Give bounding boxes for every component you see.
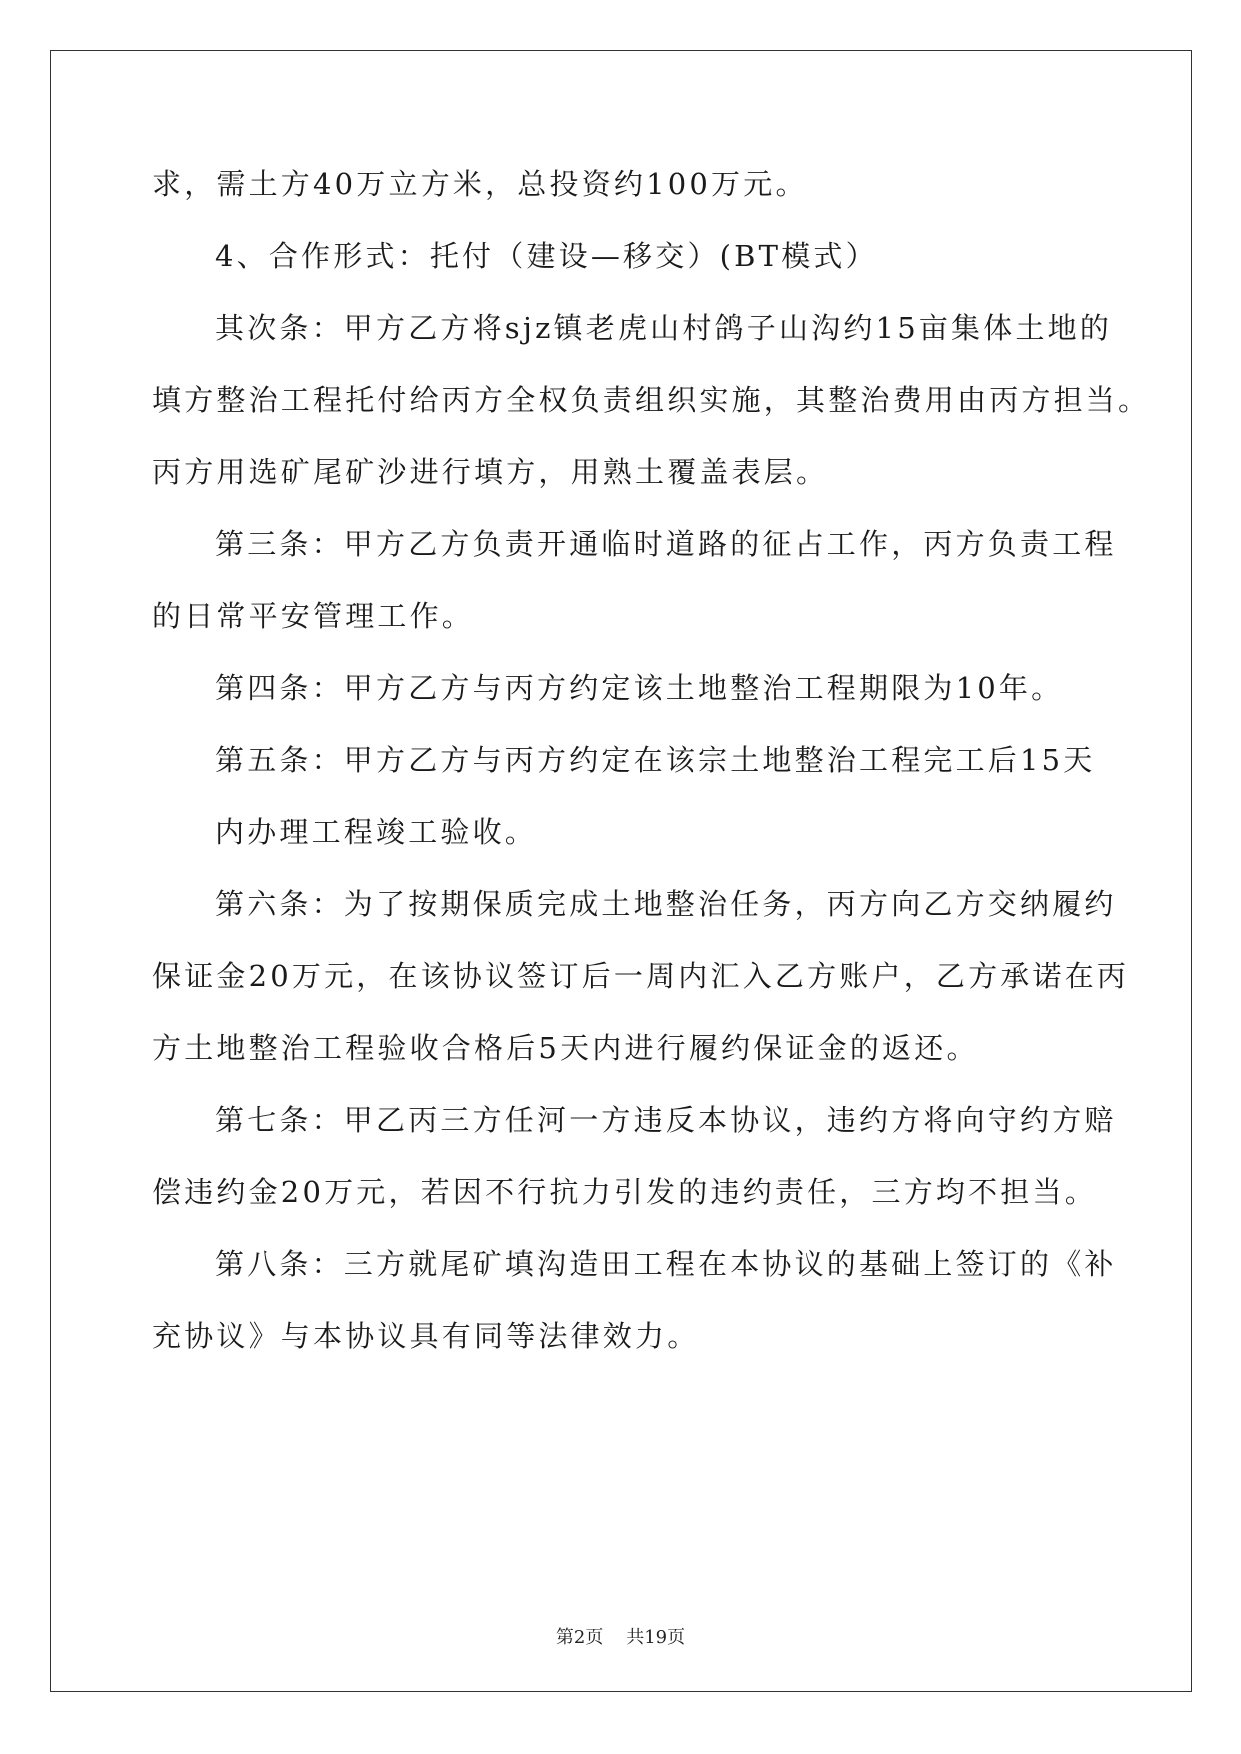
paragraph-line: 丙方用选矿尾矿沙进行填方，用熟土覆盖表层。	[152, 455, 829, 489]
paragraph-line: 第三条：甲方乙方负责开通临时道路的征占工作，丙方负责工程	[215, 527, 1117, 561]
paragraph-line: 第六条：为了按期保质完成土地整治任务，丙方向乙方交纳履约	[215, 887, 1117, 921]
paragraph-line: 第四条：甲方乙方与丙方约定该土地整治工程期限为10年。	[215, 671, 1064, 705]
paragraph-line: 偿违约金20万元，若因不行抗力引发的违约责任，三方均不担当。	[152, 1175, 1097, 1209]
paragraph-line: 的日常平安管理工作。	[152, 599, 475, 633]
page-footer	[0, 1626, 1241, 1650]
paragraph-line: 求，需土方40万立方米，总投资约100万元。	[152, 167, 808, 201]
page-border	[50, 50, 1192, 1692]
page-number: 第2页	[555, 1627, 604, 1648]
paragraph-line: 充协议》与本协议具有同等法律效力。	[152, 1319, 700, 1353]
paragraph-line: 填方整治工程托付给丙方全权负责组织实施，其整治费用由丙方担当。	[152, 383, 1151, 417]
paragraph-line: 保证金20万元，在该协议签订后一周内汇入乙方账户，乙方承诺在丙	[152, 959, 1130, 993]
paragraph-line: 第七条：甲乙丙三方任河一方违反本协议，违约方将向守约方赔	[215, 1103, 1117, 1137]
paragraph-line: 4、合作形式：托付（建设—移交）(BT模式）	[215, 239, 878, 273]
paragraph-line: 第五条：甲方乙方与丙方约定在该宗土地整治工程完工后15天	[215, 743, 1096, 777]
paragraph-line: 其次条：甲方乙方将sjz镇老虎山村鸽子山沟约15亩集体土地的	[215, 311, 1113, 345]
paragraph-line: 方土地整治工程验收合格后5天内进行履约保证金的返还。	[152, 1031, 979, 1065]
total-pages: 共19页	[626, 1627, 686, 1648]
paragraph-line: 第八条：三方就尾矿填沟造田工程在本协议的基础上签订的《补	[215, 1247, 1117, 1281]
paragraph-line: 内办理工程竣工验收。	[215, 815, 538, 849]
